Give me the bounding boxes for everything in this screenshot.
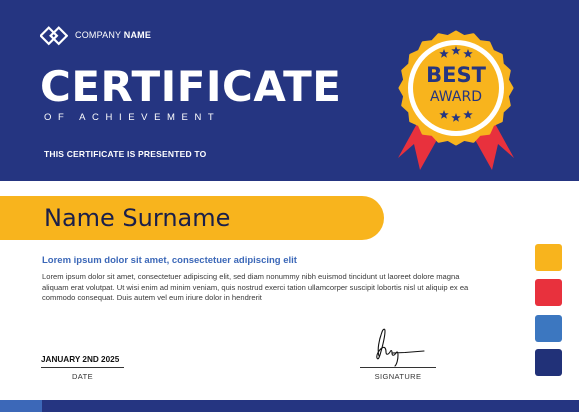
body-paragraph: Lorem ipsum dolor sit amet, consectetuer adipiscing elit, sed diam nonummy nibh euismod tincidunt ut laoreet dolore magna aliquam erat volutpat. Ut wisi enim ad minim veniam, quis nostrud exerci tation ullamcorper suscipit lobortis nisl ut aliquip ex ea commodo consequat. Duis autem vel eum iriure dolor in hendrerit bbox=[42, 272, 469, 303]
color-swatch-blue bbox=[535, 315, 562, 342]
certificate-subtitle: OF ACHIEVEMENT bbox=[44, 112, 221, 123]
date-label: DATE bbox=[71, 372, 94, 381]
company-prefix: COMPANY bbox=[75, 30, 122, 40]
bottom-accent bbox=[0, 400, 42, 412]
badge-text-best: BEST bbox=[426, 63, 486, 87]
color-swatch-red bbox=[535, 279, 562, 306]
company-name-bold: NAME bbox=[123, 30, 152, 40]
date-value: JANUARY 2ND 2025 bbox=[41, 355, 120, 364]
lead-text: Lorem ipsum dolor sit amet, consectetuer adipiscing elit bbox=[42, 255, 297, 266]
signature-underline bbox=[360, 367, 436, 368]
certificate-title: CERTIFICATE bbox=[40, 62, 342, 111]
date-underline bbox=[41, 367, 124, 368]
company-logo-icon bbox=[40, 26, 68, 46]
color-swatch-navy bbox=[535, 349, 562, 376]
color-swatch-yellow bbox=[535, 244, 562, 271]
badge-text-award: AWARD bbox=[430, 89, 482, 105]
best-award-badge bbox=[390, 22, 522, 172]
company-name bbox=[75, 30, 151, 40]
signature-label: SIGNATURE bbox=[374, 372, 422, 381]
recipient-name: Name Surname bbox=[44, 204, 231, 232]
signature-image bbox=[370, 322, 428, 368]
bottom-band bbox=[0, 400, 579, 412]
presented-to-text: THIS CERTIFICATE IS PRESENTED TO bbox=[44, 149, 207, 159]
